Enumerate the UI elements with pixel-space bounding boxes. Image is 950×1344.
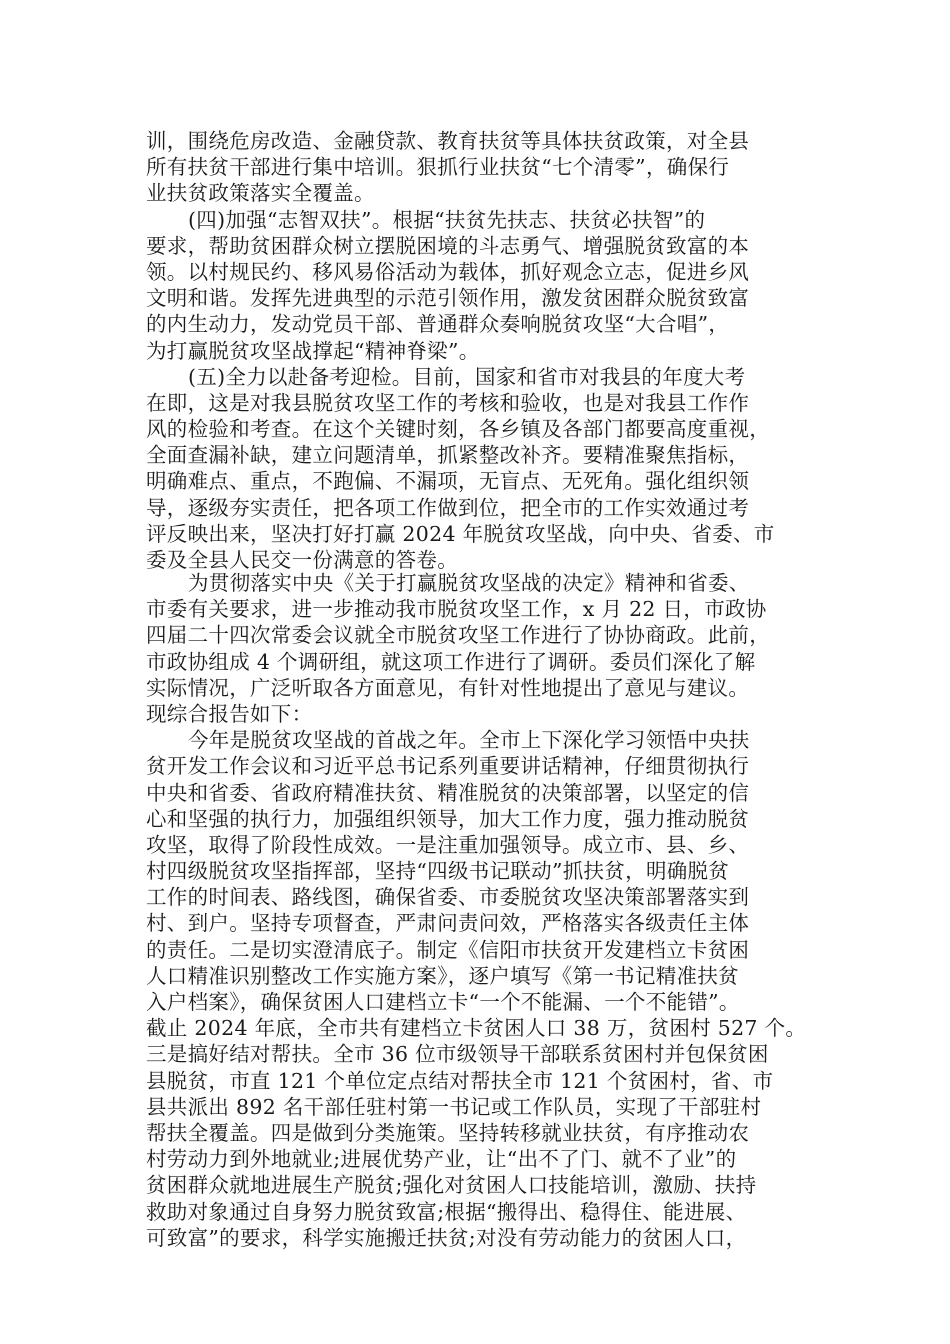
text-block-upper [146, 128, 806, 573]
text-line: 心和坚强的执行力，加强组织领导，加大工作力度，强力推动脱贫 [146, 806, 750, 831]
text-line: 为贯彻落实中央《关于打赢脱贫攻坚战的决定》精神和省委、 [188, 571, 750, 595]
text-line: 市政协组成 4 个调研组，就这项工作进行了调研。委员们深化了解 [146, 649, 756, 674]
text-line: 救助对象通过自身努力脱贫致富;根据“搬得出、稳得住、能进展、 [146, 1199, 747, 1224]
text-line: 领。以村规民约、移风易俗活动为载体，抓好观念立志，促进乡风 [146, 259, 750, 284]
text-line: 人口精准识别整改工作实施方案》，逐户填写《第一书记精准扶贫 [146, 963, 739, 988]
text-line: (四)加强“志智双扶”。根据“扶贫先扶志、扶贫必扶智”的 [188, 207, 706, 232]
text-line: 帮扶全覆盖。四是做到分类施策。坚持转移就业扶贫，有序推动农 [146, 1120, 750, 1145]
text-line: 的内生动力，发动党员干部、普通群众奏响脱贫攻坚“大合唱”， [146, 312, 730, 337]
text-line: 攻坚，取得了阶段性成效。一是注重加强领导。成立市、县、乡、 [146, 832, 750, 857]
text-line: 要求，帮助贫困群众树立摆脱困境的斗志勇气、增强脱贫致富的本 [146, 233, 750, 258]
text-block-lower [146, 570, 806, 1251]
text-line: 可致富”的要求，科学实施搬迁扶贫;对没有劳动能力的贫困人口， [146, 1225, 747, 1250]
text-line: 县共派出 892 名干部任驻村第一书记或工作队员，实现了干部驻村 [146, 1094, 762, 1119]
text-line: 的责任。二是切实澄清底子。制定《信阳市扶贫开发建档立卡贫困 [146, 937, 750, 962]
text-line: 四届二十四次常委会议就全市脱贫攻坚工作进行了协协商政。此前， [146, 623, 770, 648]
text-line: 入户档案》，确保贫困人口建档立卡“一个不能漏、一个不能错”。 [146, 990, 740, 1014]
text-line: 训，围绕危房改造、金融贷款、教育扶贫等具体扶贫政策，对全县 [146, 129, 750, 153]
text-line: 全面查漏补缺，建立问题清单，抓紧整改补齐。要精准聚焦指标， [146, 443, 750, 468]
text-line: 三是搞好结对帮扶。全市 36 位市级领导干部联系贫困村并包保贫困 [146, 1042, 769, 1067]
text-line: 贫开发工作会议和习近平总书记系列重要讲话精神，仔细贯彻执行 [146, 754, 750, 779]
text-line: 中央和省委、省政府精准扶贫、精准脱贫的决策部署，以坚定的信 [146, 780, 750, 805]
text-line: 现综合报告如下： [146, 701, 313, 726]
text-line: 村四级脱贫攻坚指挥部，坚持“四级书记联动”抓扶贫，明确脱贫 [146, 859, 730, 884]
text-line: 截止 2024 年底，全市共有建档立卡贫困人口 38 万，贫困村 527 个。 [146, 1016, 807, 1041]
text-line: 明确难点、重点，不跑偏、不漏项，无盲点、无死角。强化组织领 [146, 469, 750, 494]
text-line: 在即，这是对我县脱贫攻坚工作的考核和验收，也是对我县工作作 [146, 390, 750, 415]
text-line: 业扶贫政策落实全覆盖。 [146, 181, 375, 206]
text-line: 导，逐级夯实责任，把各项工作做到位，把全市的工作实效通过考 [146, 495, 750, 520]
text-line: 村劳动力到外地就业;进展优势产业，让“出不了门、就不了业”的 [146, 1147, 737, 1172]
text-line: 评反映出来，坚决打好打赢 2024 年脱贫攻坚战，向中央、省委、市 [146, 521, 775, 546]
text-line: 风的检验和考查。在这个关键时刻，各乡镇及各部门都要高度重视， [146, 417, 770, 442]
text-line: 市委有关要求，进一步推动我市脱贫攻坚工作，x 月 22 日，市政协 [146, 597, 767, 622]
text-line: 为打赢脱贫攻坚战撑起“精神脊梁”。 [146, 338, 480, 363]
text-line: 县脱贫，市直 121 个单位定点结对帮扶全市 121 个贫困村，省、市 [146, 1068, 774, 1093]
text-line: 委及全县人民交一份满意的答卷。 [146, 548, 458, 572]
text-line: 贫困群众就地进展生产脱贫;强化对贫困人口技能培训，激励、扶持 [146, 1173, 757, 1198]
text-line: 村、到户。坚持专项督查，严肃问责问效，严格落实各级责任主体 [146, 911, 750, 936]
text-line: 所有扶贫干部进行集中培训。狠抓行业扶贫“七个清零”，确保行 [146, 155, 730, 180]
text-line: 工作的时间表、路线图，确保省委、市委脱贫攻坚决策部署落实到 [146, 885, 750, 910]
text-line: (五)全力以赴备考迎检。目前，国家和省市对我县的年度大考 [188, 364, 746, 389]
text-line: 实际情况，广泛听取各方面意见，有针对性地提出了意见与建议。 [146, 675, 750, 700]
text-line: 文明和谐。发挥先进典型的示范引领作用，激发贫困群众脱贫致富 [146, 286, 750, 311]
text-line: 今年是脱贫攻坚战的首战之年。全市上下深化学习领悟中央扶 [188, 728, 750, 753]
